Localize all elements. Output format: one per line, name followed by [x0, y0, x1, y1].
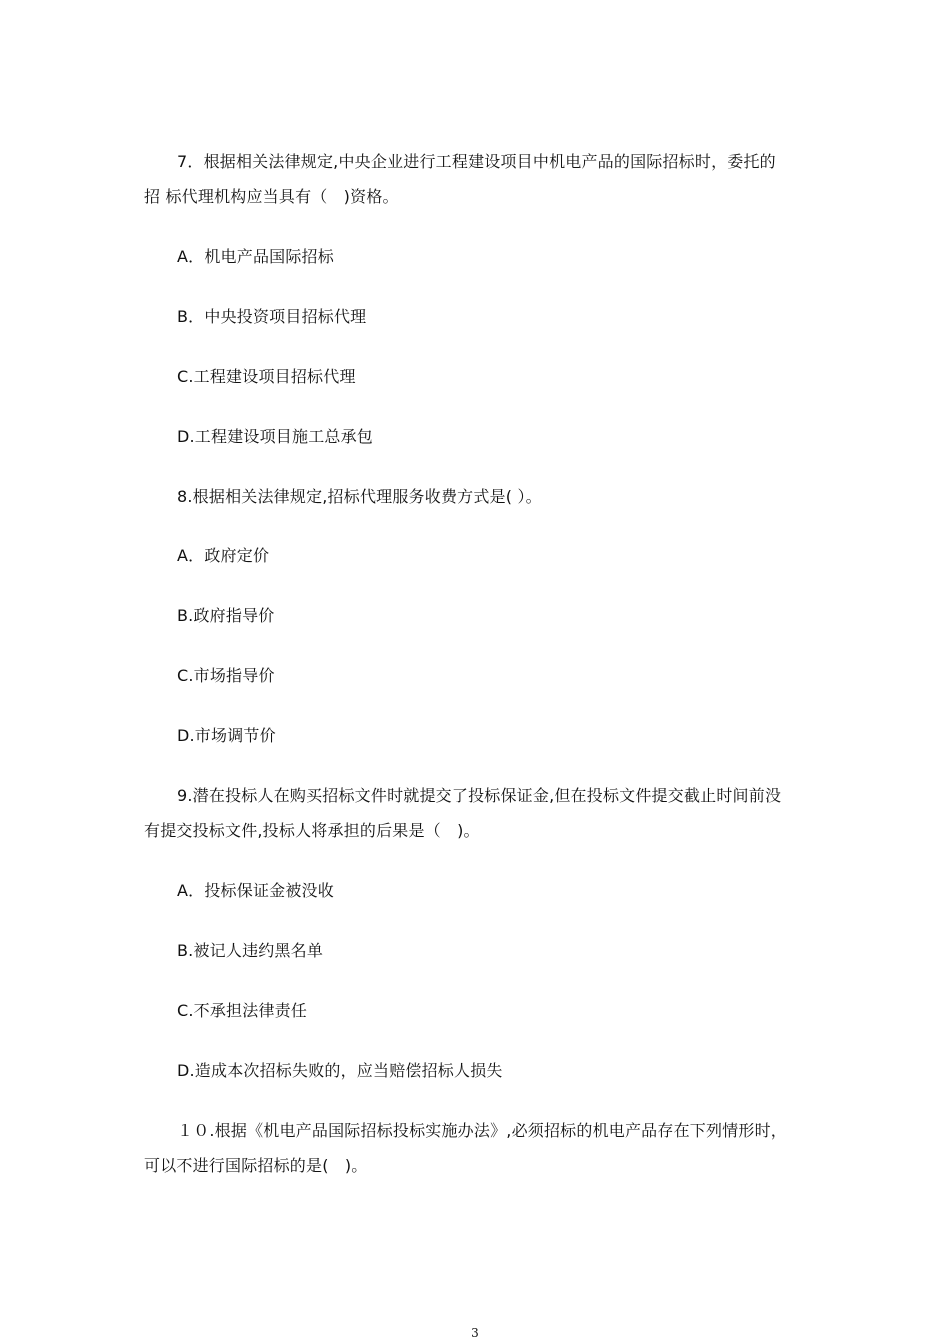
question-8-option-d: D.市场调节价	[177, 726, 276, 745]
question-7-option-d: D.工程建设项目施工总承包	[177, 427, 374, 446]
question-9-stem-line-2: 有提交投标文件,投标人将承担的后果是（ )。	[144, 821, 480, 840]
question-7-option-c: C.工程建设项目招标代理	[177, 367, 356, 386]
question-7-stem-line-1: 7．根据相关法律规定,中央企业进行工程建设项目中机电产品的国际招标时，委托的	[177, 152, 776, 171]
question-7-option-a: A．机电产品国际招标	[177, 247, 334, 266]
question-9-option-a: A．投标保证金被没收	[177, 881, 334, 900]
question-9-option-c: C.不承担法律责任	[177, 1001, 308, 1020]
question-8-option-b: B.政府指导价	[177, 606, 275, 625]
question-9-stem-line-1: 9.潜在投标人在购买招标文件时就提交了投标保证金,但在投标文件提交截止时间前没	[177, 786, 782, 805]
question-9-option-d: D.造成本次招标失败的，应当赔偿招标人损失	[177, 1061, 503, 1080]
question-8-option-a: A．政府定价	[177, 546, 270, 565]
page-number: 3	[471, 1326, 479, 1340]
question-7-stem-line-2: 招 标代理机构应当具有（ )资格。	[144, 187, 399, 206]
question-10-stem-line-1: １０.根据《机电产品国际招标投标实施办法》,必须招标的机电产品存在下列情形时，	[177, 1121, 787, 1140]
question-8-option-c: C.市场指导价	[177, 666, 275, 685]
question-9-option-b: B.被记人违约黑名单	[177, 941, 324, 960]
question-10-stem-line-2: 可以不进行国际招标的是( )。	[144, 1156, 368, 1175]
question-8-stem: 8.根据相关法律规定,招标代理服务收费方式是( ）。	[177, 487, 542, 506]
question-7-option-b: B．中央投资项目招标代理	[177, 307, 367, 326]
